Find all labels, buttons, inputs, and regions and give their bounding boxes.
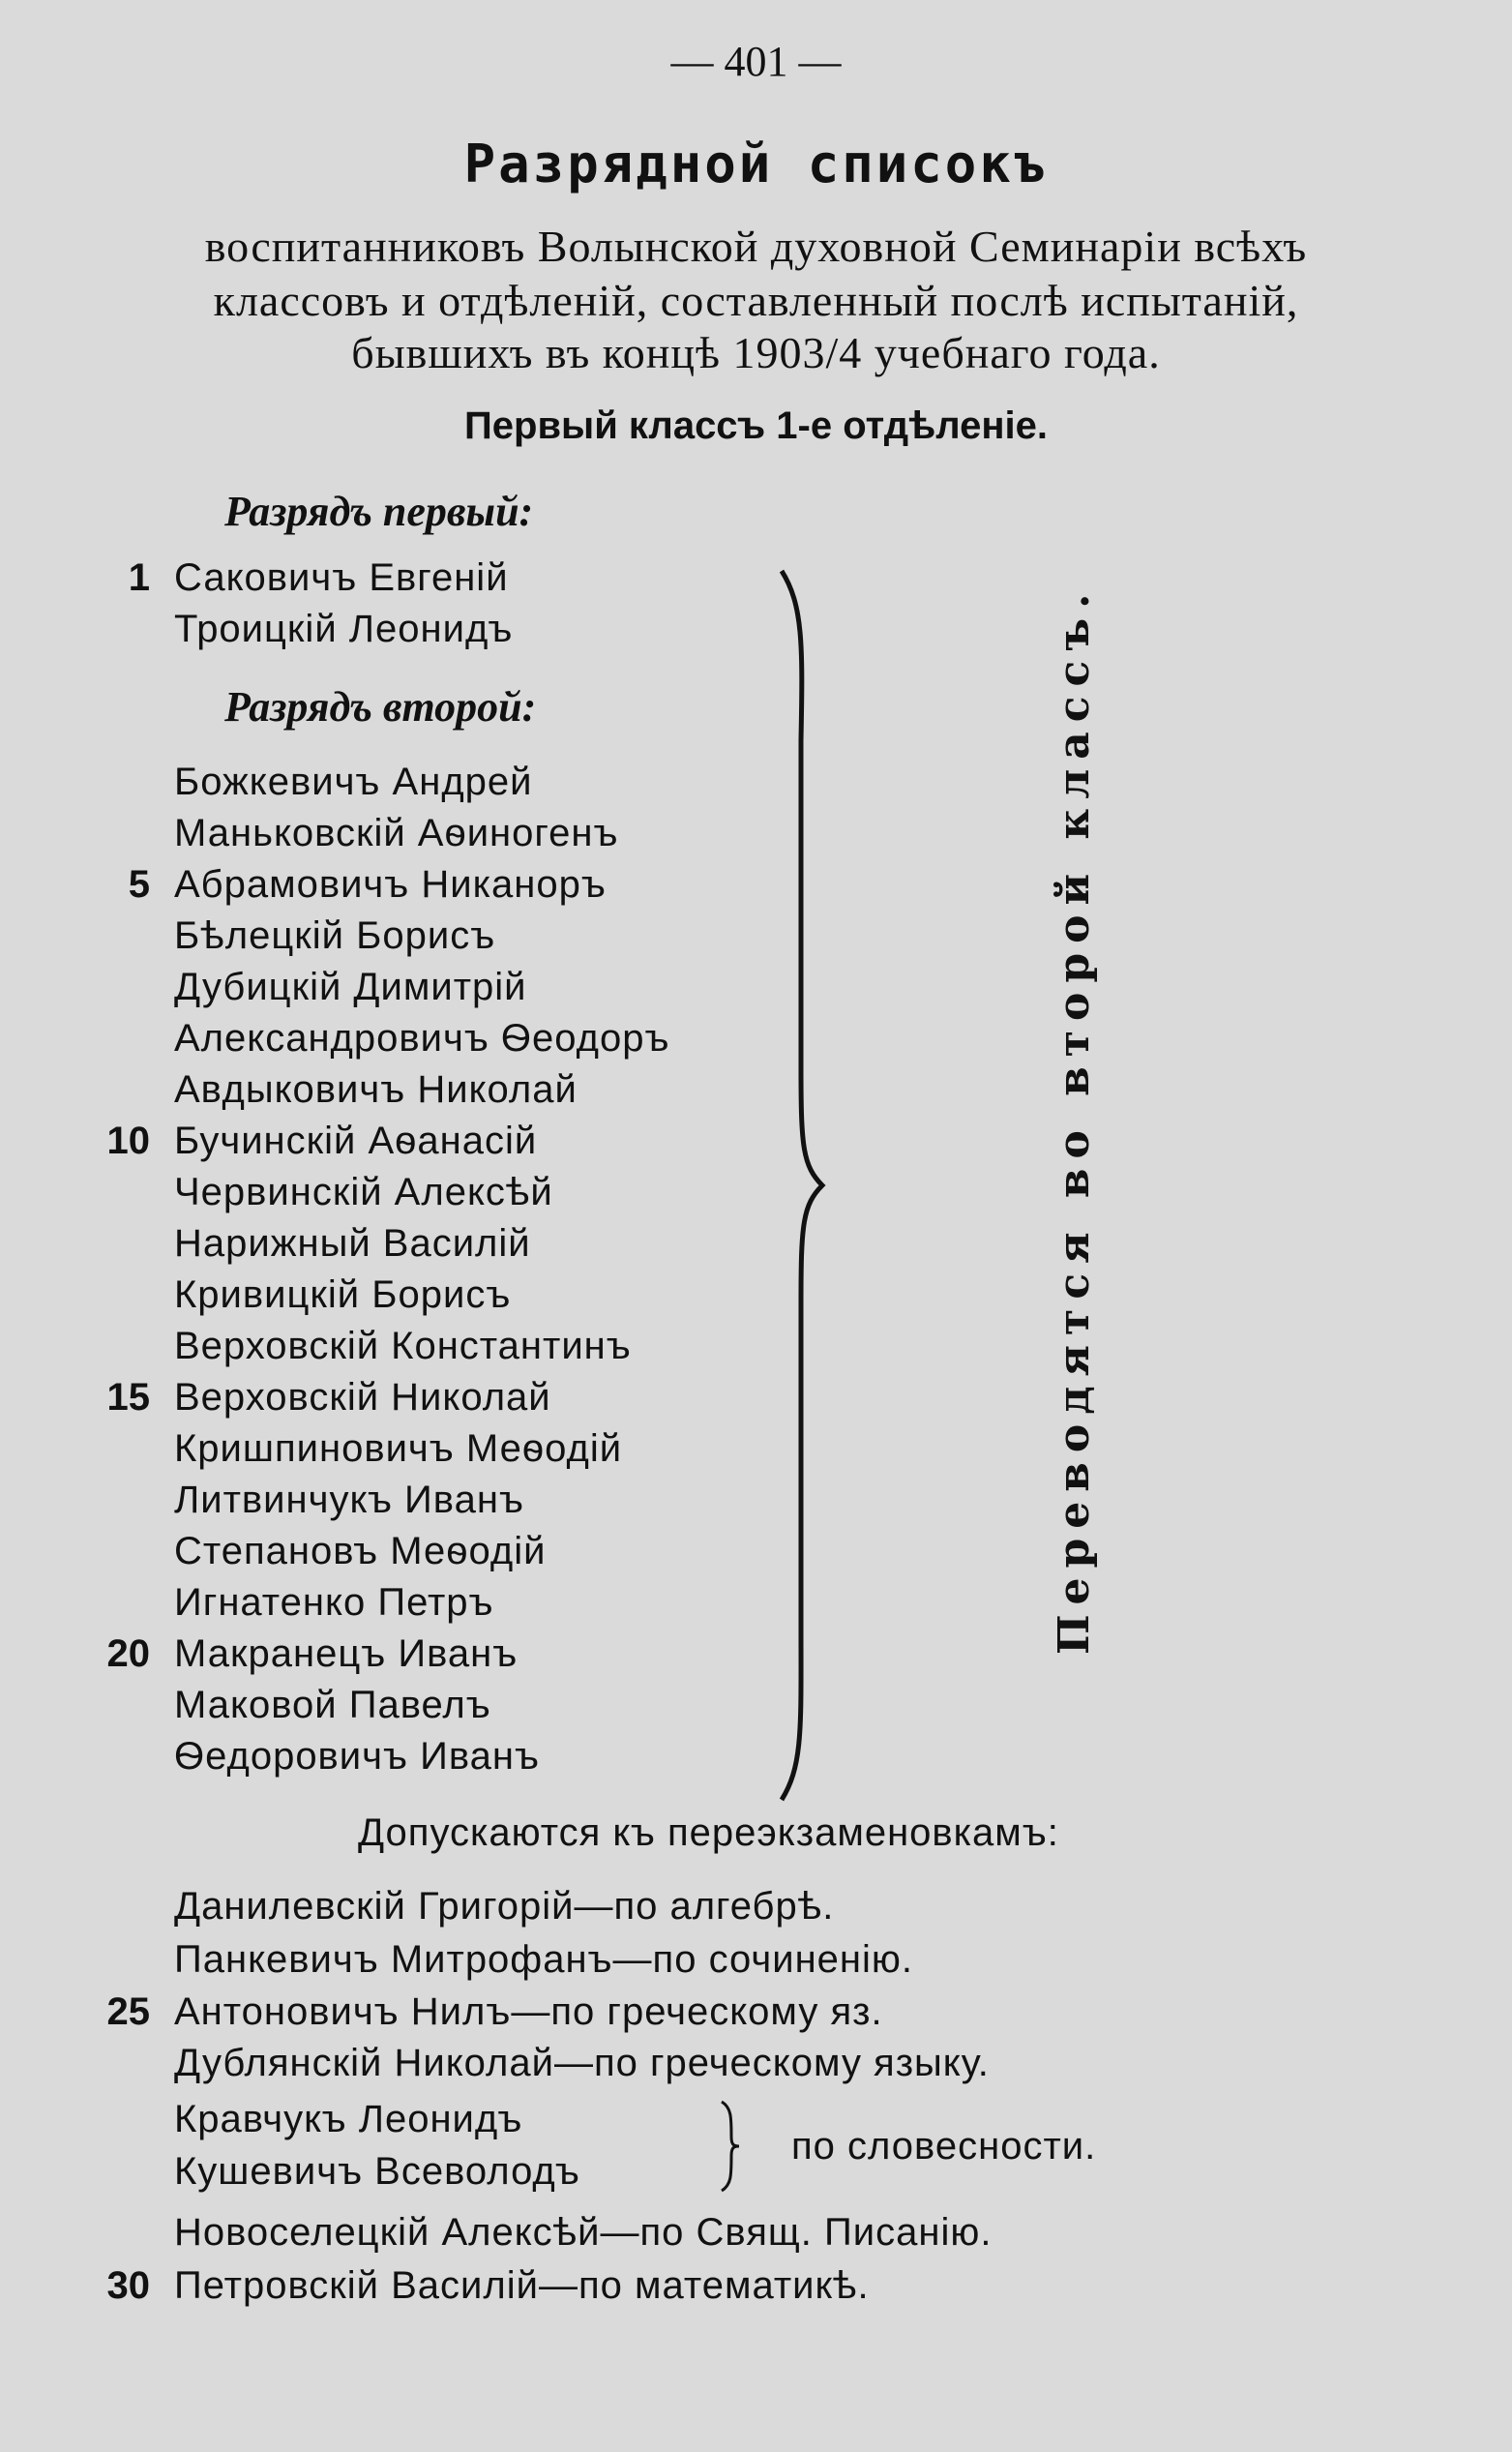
student-name: Антоновичъ Нилъ—по греческому яз.: [174, 1990, 883, 2033]
page-number: — 401 —: [670, 38, 842, 85]
student-name: Макранецъ Иванъ: [174, 1632, 519, 1675]
student-name: Ѳедоровичъ Иванъ: [174, 1735, 540, 1778]
slovesnost-note: по словесности.: [791, 2125, 1097, 2168]
student-name: Игнатенко Петръ: [174, 1581, 494, 1624]
row-number: 1: [128, 556, 150, 599]
student-name: Абрамовичъ Никаноръ: [174, 863, 607, 906]
row-number: 30: [106, 2264, 150, 2307]
row-number: 25: [106, 1990, 150, 2033]
student-name: Червинскій Алексѣй: [174, 1171, 553, 1213]
rank-first-heading: Разрядъ первый:: [224, 488, 534, 535]
promoted-note: Переводятся во второй классъ.: [1050, 583, 1099, 1655]
student-name: Степановъ Меѳодій: [174, 1530, 547, 1572]
rank-second-heading: Разрядъ второй:: [224, 683, 537, 731]
student-name: Петровскій Василій—по математикѣ.: [174, 2264, 870, 2307]
student-name: Верховскій Константинъ: [174, 1325, 632, 1367]
page-title: Разрядной списокъ: [463, 134, 1049, 194]
student-name: Верховскій Николай: [174, 1376, 551, 1419]
student-name: Кривицкій Борисъ: [174, 1273, 512, 1316]
student-name: Кравчукъ Леонидъ: [174, 2098, 523, 2140]
student-name: Кушевичъ Всеволодъ: [174, 2150, 580, 2193]
student-name: Бучинскій Аѳанасій: [174, 1120, 538, 1162]
student-name: Данилевскій Григорій—по алгебрѣ.: [174, 1885, 835, 1928]
student-name: Троицкій Леонидъ: [174, 608, 514, 650]
small-brace: [716, 2098, 745, 2195]
student-name: Нарижный Василій: [174, 1222, 531, 1265]
student-name: Кришпиновичъ Меѳодій: [174, 1427, 623, 1470]
row-number: 5: [128, 863, 150, 906]
row-number: 20: [106, 1632, 150, 1675]
student-name: Божкевичъ Андрей: [174, 761, 533, 803]
student-name: Бѣлецкій Борисъ: [174, 914, 496, 957]
subtitle-line-3: бывшихъ въ концѣ 1903/4 учебнаго года.: [351, 328, 1161, 377]
student-name: Александровичъ Ѳеодоръ: [174, 1017, 670, 1060]
student-name: Авдыковичъ Николай: [174, 1068, 578, 1111]
class-heading: Первый классъ 1-е отдѣленіе.: [464, 404, 1048, 447]
student-name: Маковой Павелъ: [174, 1684, 491, 1726]
subtitle-line-2: классовъ и отдѣленій, составленный послѣ испытаній,: [213, 276, 1299, 325]
student-name: Новоселецкій Алексѣй—по Свящ. Писанію.: [174, 2211, 993, 2254]
student-name: Маньковскій Аѳиногенъ: [174, 812, 619, 854]
row-number: 10: [106, 1120, 150, 1162]
grouping-brace: [774, 566, 832, 1805]
student-name: Саковичъ Евгеній: [174, 556, 509, 599]
subtitle-line-1: воспитанниковъ Волынской духовной Семинаріи всѣхъ: [204, 222, 1308, 271]
student-name: Дублянскій Николай—по греческому языку.: [174, 2042, 990, 2084]
admitted-heading: Допускаются къ переэкзаменовкамъ:: [358, 1811, 1059, 1854]
row-number: 15: [106, 1376, 150, 1419]
student-name: Дубицкій Димитрій: [174, 966, 527, 1008]
student-name: Панкевичъ Митрофанъ—по сочиненію.: [174, 1938, 913, 1981]
student-name: Литвинчукъ Иванъ: [174, 1479, 524, 1521]
